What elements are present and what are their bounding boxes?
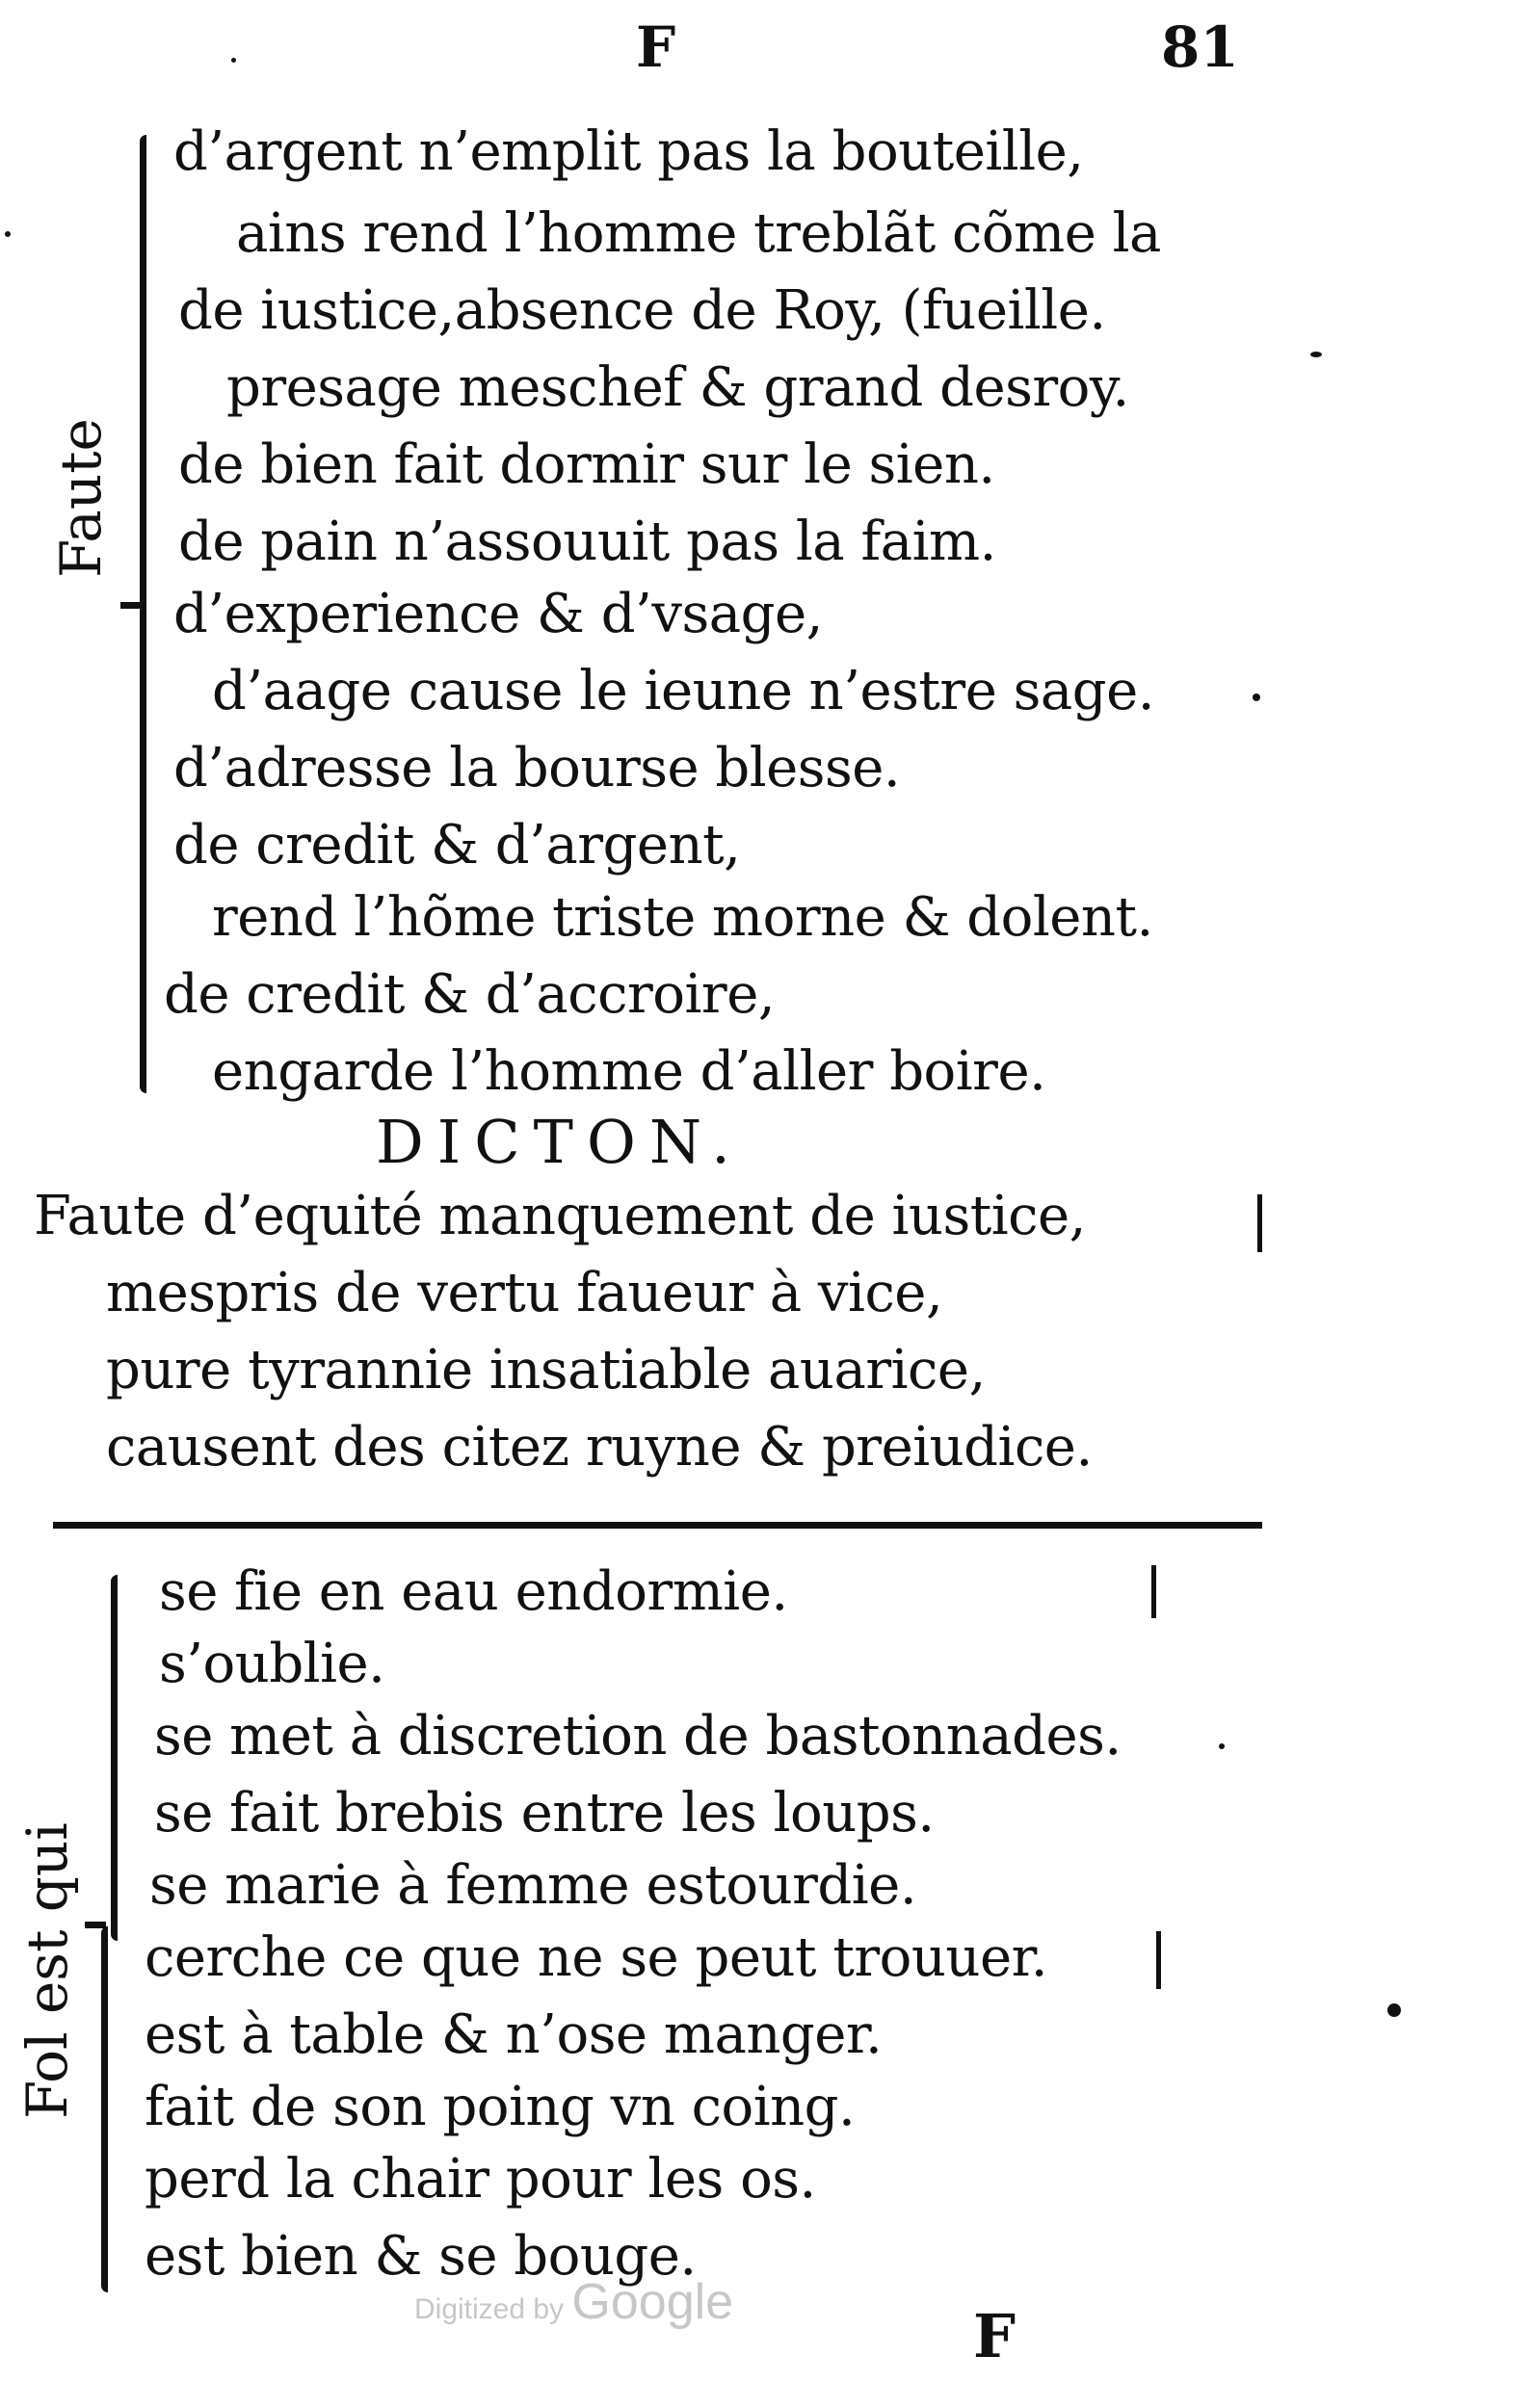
- scan-speck: [1387, 2003, 1401, 2017]
- dicton-line: mespris de vertu faueur à vice,: [106, 1262, 943, 1324]
- section1-line: d’experience & d’vsage,: [173, 583, 823, 645]
- section1-line: ains rend l’homme treblãt cõme la: [236, 202, 1161, 265]
- page-number: 81: [1161, 14, 1239, 80]
- section2-line: fait de son poing vn coing.: [145, 2076, 856, 2138]
- scan-speck: [1219, 1743, 1225, 1749]
- scan-speck: [5, 231, 11, 237]
- dicton-title: DICTON.: [376, 1107, 744, 1177]
- digitization-watermark: [414, 2273, 733, 2331]
- section1-line: de credit & d’accroire,: [164, 963, 776, 1026]
- scan-speck: [231, 58, 236, 63]
- dicton-line: pure tyrannie insatiable auarice,: [106, 1339, 986, 1401]
- section1-line: d’adresse la bourse blesse.: [173, 737, 901, 799]
- section2-line: s’oublie.: [159, 1633, 385, 1695]
- section1-line: presage meschef & grand desroy.: [226, 356, 1129, 419]
- section2-side-label: Fol est qui: [14, 1822, 80, 2119]
- section2-brace-lower: [101, 1926, 108, 2292]
- dicton-line: causent des citez ruyne & preiudice.: [106, 1416, 1093, 1479]
- section1-line: de iustice,absence de Roy, (fueille.: [178, 279, 1106, 342]
- scan-speck: [1310, 352, 1322, 357]
- watermark-brand: Google: [571, 2274, 734, 2330]
- section-divider: [53, 1522, 1262, 1529]
- section1-line: rend l’hõme triste morne & dolent.: [212, 886, 1153, 949]
- margin-bar: [1151, 1565, 1156, 1618]
- section2-brace-upper: [111, 1575, 118, 1941]
- section2-line: se fie en eau endormie.: [159, 1560, 788, 1623]
- margin-bar: [1257, 1194, 1262, 1252]
- signature-letter: F: [636, 14, 676, 80]
- margin-bar: [1156, 1931, 1161, 1989]
- section2-brace-tip: [85, 1922, 106, 1928]
- section1-line: d’argent n’emplit pas la bouteille,: [173, 120, 1084, 183]
- section1-line: engarde l’homme d’aller boire.: [212, 1040, 1046, 1103]
- section2-line: se marie à femme estourdie.: [149, 1854, 917, 1917]
- section1-brace-tip: [120, 602, 142, 609]
- section2-line: perd la chair pour les os.: [145, 2148, 816, 2211]
- section2-line: cerche ce que ne se peut trouuer.: [145, 1926, 1048, 1989]
- section1-line: d’aage cause le ieune n’estre sage.: [212, 660, 1155, 722]
- scan-speck: [1253, 694, 1260, 701]
- bottom-signature-mark: F: [973, 2301, 1016, 2371]
- section1-line: de bien fait dormir sur le sien.: [178, 433, 995, 496]
- section1-line: de pain n’assouuit pas la faim.: [178, 510, 996, 573]
- section1-side-label: Faute: [48, 418, 114, 578]
- section1-line: de credit & d’argent,: [173, 814, 741, 877]
- section1-brace: [140, 135, 146, 1093]
- section2-line: est bien & se bouge.: [145, 2225, 697, 2288]
- dicton-line: Faute d’equité manquement de iustice,: [34, 1185, 1086, 1247]
- watermark-prefix: Digitized by: [414, 2293, 565, 2325]
- section2-line: se met à discretion de bastonnades.: [154, 1705, 1122, 1767]
- section2-line: se fait brebis entre les loups.: [154, 1782, 935, 1845]
- section2-line: est à table & n’ose manger.: [145, 2003, 883, 2066]
